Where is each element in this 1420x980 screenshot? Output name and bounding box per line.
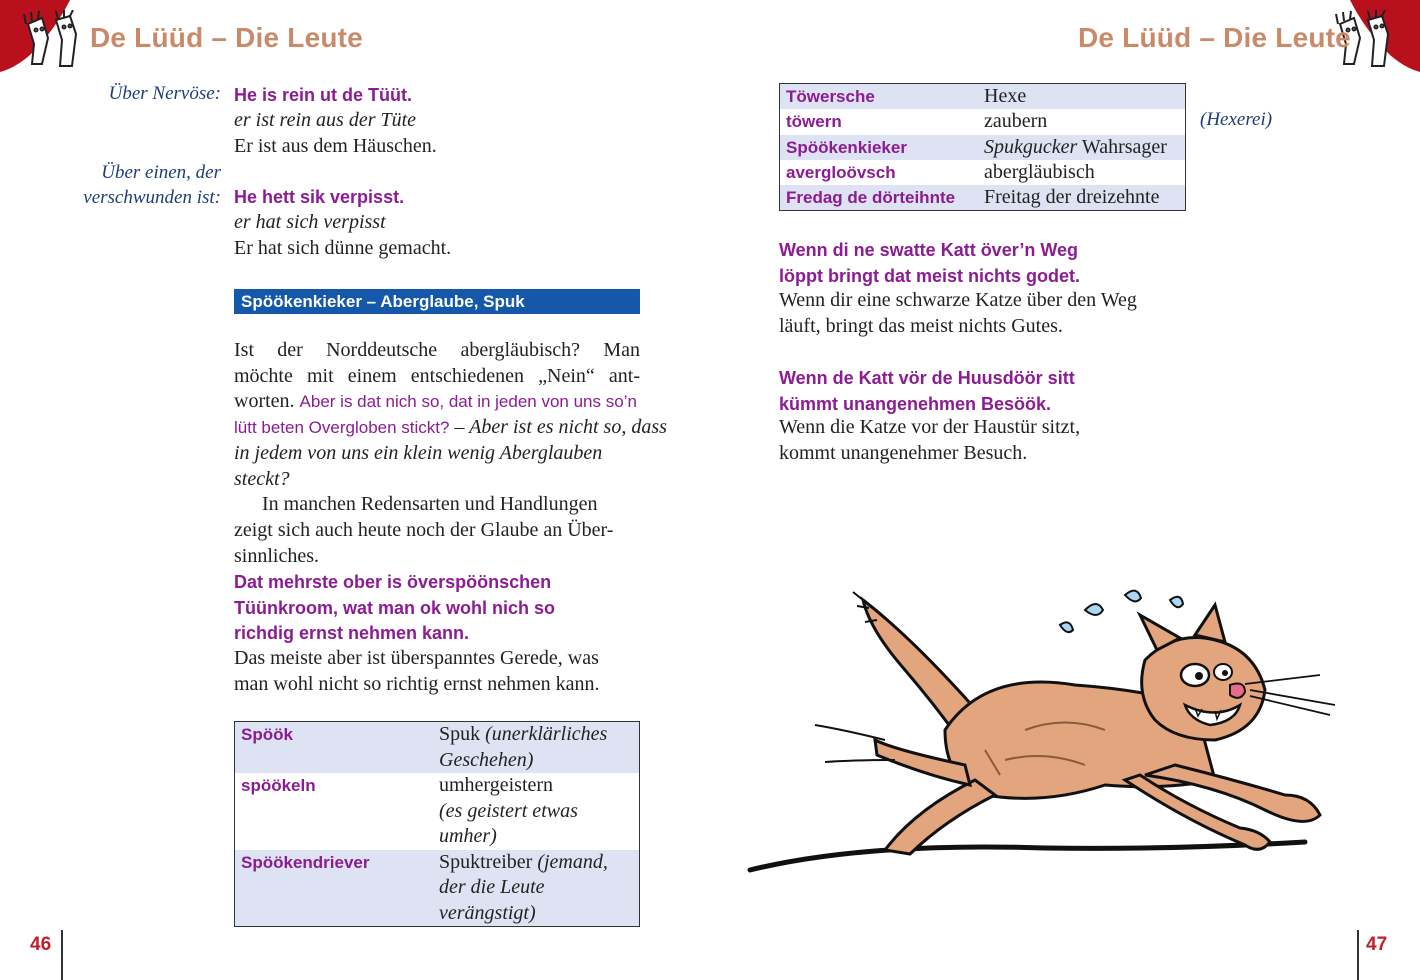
table-row <box>780 160 1186 185</box>
para-line: Ist der Norddeutsche abergläubisch? Man <box>234 339 640 361</box>
page-number: 46 <box>30 934 52 955</box>
table-row <box>780 185 1186 211</box>
para-plattdeutsch: Aber is dat nich so, dat in jeden von uns so’n <box>299 392 637 412</box>
vocabulary-table <box>234 721 640 927</box>
table-row <box>235 722 640 774</box>
phrase-line: kümmt unangenehmen Besöök. <box>779 393 1052 414</box>
phrase-line: Wenn de Katt vör de Huusdöör sitt <box>779 368 1075 388</box>
phrase-line: löppt bringt dat meist nichts godet. <box>779 265 1080 286</box>
vocab-term: Spöökendriever <box>235 850 434 927</box>
page-number-divider <box>61 930 63 980</box>
phrase-plattdeutsch <box>779 366 1075 417</box>
phrase-plattdeutsch: He hett sik verpisst. <box>234 187 405 207</box>
phrase-line: Dat mehrste ober is överspöönschen <box>234 572 552 592</box>
para-line: zeigt sich auch heute noch der Glaube an Über- <box>234 518 614 541</box>
page-number: 47 <box>1366 934 1388 955</box>
people-logo-icon <box>20 10 86 68</box>
vocab-term: Töwersche <box>780 84 979 110</box>
page-number-divider <box>1357 930 1359 980</box>
table-row <box>780 84 1186 110</box>
vocab-meaning: Freitag der dreizehnte <box>978 185 1186 211</box>
para-line: sinnliches. <box>234 544 319 567</box>
phrase-line: kommt unangenehmer Besuch. <box>779 441 1028 464</box>
phrase-meaning <box>779 415 1080 466</box>
margin-note: (Hexerei) <box>1200 109 1273 130</box>
phrase-line: Wenn di ne swatte Katt över’n Weg <box>779 240 1079 260</box>
vocab-term: Fredag de dörteihnte <box>780 185 979 211</box>
margin-note <box>40 160 221 210</box>
vocab-meaning: Hexe <box>978 84 1186 110</box>
para-line: in jedem von uns ein klein wenig Aberglauben steckt? <box>234 441 603 490</box>
table-row <box>235 850 640 927</box>
page-header-right: De Lüüd – Die Leute <box>1078 22 1351 53</box>
margin-note-line: verschwunden ist: <box>83 187 221 208</box>
phrase-meaning <box>779 288 1137 339</box>
table-row <box>780 135 1186 160</box>
vocab-meaning: zaubern <box>984 110 1048 133</box>
para-text: worten. <box>234 390 300 413</box>
vocab-term: spöökeln <box>241 776 316 795</box>
para-line: In manchen Redensarten und Handlungen <box>262 493 598 516</box>
phrase-plattdeutsch: He is rein ut de Tüüt. <box>234 85 413 105</box>
section-banner: Spöökenkieker – Aberglaube, Spuk <box>234 289 640 314</box>
phrase-line: richdig ernst nehmen kann. <box>234 623 470 643</box>
phrase-line: man wohl nicht so richtig ernst nehmen kann. <box>234 672 600 695</box>
phrase-line: Wenn dir eine schwarze Katze über den Weg <box>779 289 1137 311</box>
para-text: – Aber ist es nicht so, dass <box>449 416 667 439</box>
table-row <box>780 109 1186 134</box>
phrase-plattdeutsch <box>234 570 555 647</box>
vocab-meaning: Spuk (unerklärliches Geschehen) <box>433 722 640 774</box>
running-cat-illustration <box>745 580 1345 880</box>
phrase-line: Wenn die Katze vor der Haustür sitzt, <box>779 416 1081 438</box>
phrase-plattdeutsch <box>779 238 1080 289</box>
vocab-term: avergloövsch <box>786 162 896 182</box>
page-header-left: De Lüüd – Die Leute <box>90 22 363 53</box>
para-plattdeutsch: lütt beten Overgloben stickt? <box>234 418 450 438</box>
phrase-line: Tüünkroom, wat man ok wohl nich so <box>234 597 556 618</box>
vocab-meaning: abergläubisch <box>984 160 1095 183</box>
vocab-term: Spöök <box>235 722 434 774</box>
intro-paragraph <box>234 338 667 569</box>
vocab-term: Spöökenkieker <box>780 135 979 160</box>
phrase-line: Das meiste aber ist überspanntes Gerede, was <box>234 647 599 669</box>
vocabulary-table <box>779 83 1186 211</box>
phrase-meaning: Er hat sich dünne gemacht. <box>234 237 452 259</box>
vocab-meaning: umhergeistern (es geistert etwas umher) <box>439 774 578 847</box>
phrase-literal: er hat sich verpisst <box>234 211 386 233</box>
para-line: möchte mit einem entschiedenen „Nein“ ant- <box>234 364 640 387</box>
phrase-meaning: Er ist aus dem Häuschen. <box>234 135 437 157</box>
phrase-literal: er ist rein aus der Tüte <box>234 109 417 131</box>
table-row <box>235 773 640 850</box>
phrase-meaning <box>234 646 599 697</box>
vocab-term: töwern <box>786 112 842 132</box>
vocab-meaning: Spukgucker Wahrsager <box>978 135 1186 160</box>
margin-note: Über Nervöse: <box>108 83 221 104</box>
phrase-line: läuft, bringt das meist nichts Gutes. <box>779 314 1063 337</box>
para-line <box>234 389 640 415</box>
vocab-meaning: Spuktreiber (jemand, der die Leute verängstigt) <box>433 850 640 927</box>
para-line <box>234 415 667 441</box>
margin-note-line: Über einen, der <box>101 162 221 183</box>
